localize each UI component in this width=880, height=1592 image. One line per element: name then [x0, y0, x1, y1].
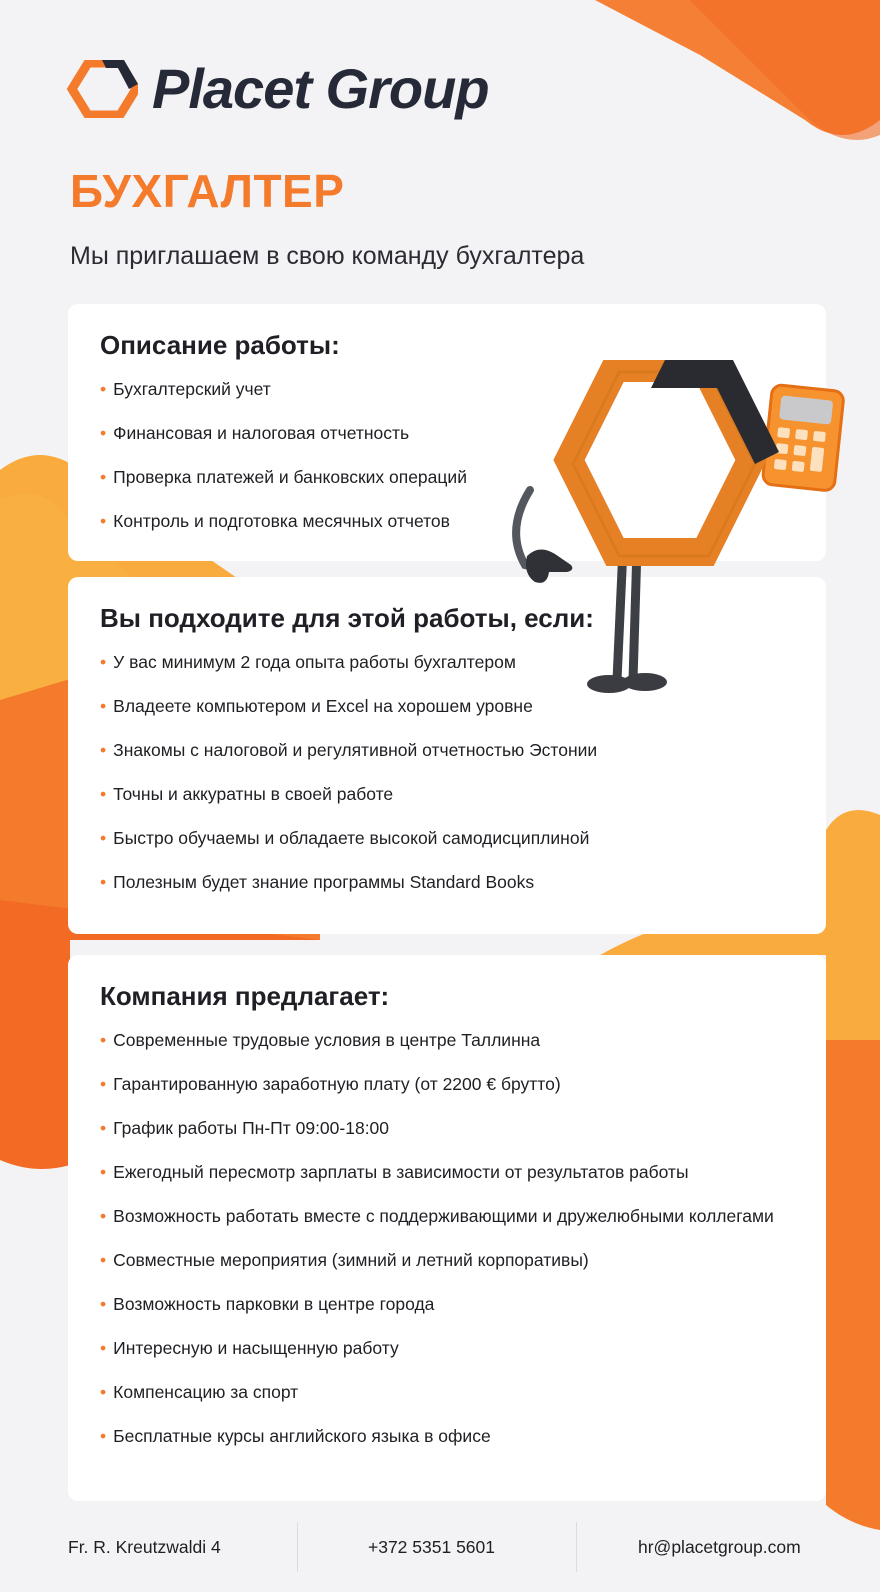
footer-divider	[576, 1522, 577, 1572]
section-heading: Компания предлагает:	[100, 981, 390, 1011]
hexagon-logo-icon	[66, 60, 138, 118]
phone-text: +372 5351 5601	[368, 1537, 496, 1557]
list-item: • Ежегодный пересмотр зарплаты в зависимости от результатов работы	[100, 1161, 796, 1183]
list-item: • Проверка платежей и банковских операций	[100, 466, 796, 488]
list-item: • Совместные мероприятия (зимний и летний корпоративы)	[100, 1249, 796, 1271]
list-item: • Современные трудовые условия в центре Таллинна	[100, 1029, 796, 1051]
footer	[0, 1522, 880, 1572]
list-item: • График работы Пн-Пт 09:00-18:00	[100, 1117, 796, 1139]
section-heading: Вы подходите для этой работы, если:	[100, 603, 594, 633]
section-heading: Описание работы:	[100, 330, 340, 360]
list-item: • Быстро обучаемы и обладаете высокой самодисциплиной	[100, 827, 796, 849]
brand-name: Placet Group	[152, 57, 489, 120]
list-item: • Гарантированную заработную плату (от 2200 € брутто)	[100, 1073, 796, 1095]
benefits-list	[100, 1029, 796, 1447]
list-item: • Компенсацию за спорт	[100, 1381, 796, 1403]
list-item: • Финансовая и налоговая отчетность	[100, 422, 796, 444]
list-item: • Контроль и подготовка месячных отчетов	[100, 510, 796, 532]
list-item: • Знакомы с налоговой и регулятивной отчетностью Эстонии	[100, 739, 796, 761]
list-item: • Интересную и насыщенную работу	[100, 1337, 796, 1359]
address-text: Fr. R. Kreutzwaldi 4	[68, 1537, 221, 1557]
list-item: • Возможность парковки в центре города	[100, 1293, 796, 1315]
job-title: БУХГАЛТЕР	[70, 165, 345, 217]
footer-divider	[297, 1522, 298, 1572]
benefits-card	[68, 955, 826, 1501]
list-item: • У вас минимум 2 года опыта работы бухгалтером	[100, 651, 796, 673]
list-item: • Точны и аккуратны в своей работе	[100, 783, 796, 805]
list-item: • Возможность работать вместе с поддерживающими и дружелюбными коллегами	[100, 1205, 796, 1227]
list-item: • Владеете компьютером и Excel на хорошем уровне	[100, 695, 796, 717]
list-item: • Бухгалтерский учет	[100, 378, 796, 400]
job-subtitle: Мы приглашаем в свою команду бухгалтера	[70, 242, 585, 270]
email-text: hr@placetgroup.com	[638, 1537, 801, 1557]
hexagon-mascot-with-calculator-icon	[505, 360, 865, 708]
list-item: • Полезным будет знание программы Standard Books	[100, 871, 796, 893]
brand-logo	[66, 56, 489, 122]
list-item: • Бесплатные курсы английского языка в офисе	[100, 1425, 796, 1447]
